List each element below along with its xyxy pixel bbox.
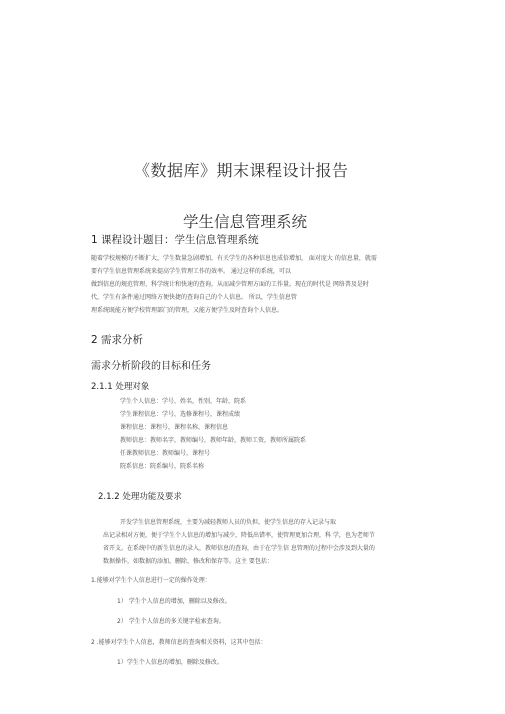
requirement-subitem: 1） 学生个人信息的增加，删除以及修改。 (117, 598, 231, 605)
paragraph-line: 理系统既能方便学校管理部门的管理，又能方便学生及时查询个人信息。 (91, 307, 284, 314)
requirement-subitem: 2） 学生个人信息的多关键字检索查询。 (117, 618, 225, 625)
list-item: 教师信息：教师名字，教师编号，教师年龄，教师工资，教师所属院系 (120, 437, 307, 444)
list-item: 学生个人信息：学号，姓名，性别，年龄，院系 (120, 398, 247, 405)
requirement-item: 1.能够对学生个人信息进行一定的操作处理： (91, 577, 211, 584)
section-2-1-2-paragraph (91, 519, 375, 566)
requirement-item: 2 .能够对学生个人信息，教师信息的查询相关资料，这其中包括： (91, 639, 267, 646)
section-2-heading: 2 需求分析 (91, 334, 144, 346)
object-list (120, 396, 306, 474)
paragraph-line: 做到信息的规范管理、科学统计和快速的查询，从而减少管理方面的工作量。现在的时代是 网络普及是时 (91, 281, 369, 288)
list-item: 学生课程信息：学号，选修课程号，课程成绩 (120, 411, 241, 418)
section-1-paragraph (91, 255, 377, 315)
paragraph-line: 要有学生信息管理系统来提高学生管理工作的效率。 通过这样的系统，可以 (91, 268, 291, 275)
requirement-subitem: 1）学生个人信息的增加，删除及修改。 (117, 659, 223, 666)
list-item: 院系信息：院系编号，院系名称 (120, 463, 205, 470)
list-item: 课程信息：课程号，课程名称，课程信息 (120, 424, 229, 431)
paragraph-line: 出记录相对方便，便于学生个人信息的增加与减少，降低出错率，使管理更加合理，科 学，也为老师节 (103, 532, 375, 539)
paragraph-line: 省开支。在系统中的新生信息的录入，教师信息的查询，由于在学生信 息管理的过程中会涉及到大量的 (103, 545, 375, 552)
section-2-1-1-heading: 2.1.1 处理对象 (91, 382, 150, 392)
paragraph-line: 数据操作，如数据的添加，删除，修改和保存等。这主 要包括： (103, 558, 273, 565)
paragraph-line: 开发学生信息管理系统，主要为减轻教师人员的负担，使学生信息的存入记录与取 (120, 519, 337, 526)
list-item: 任课教师信息：教师编号，课程号 (120, 450, 211, 457)
section-2-1-2-heading: 2.1.2 处理功能及要求 (98, 492, 182, 502)
section-2-subheading: 需求分析阶段的目标和任务 (91, 361, 211, 372)
document-title: 《数据库》期末课程设计报告 (134, 161, 349, 180)
paragraph-line: 随着学校规模的不断扩大，学生数量急剧增加，有关学生的各种信息也成倍增加， 面对庞大 的信息量，就需 (91, 255, 377, 262)
system-title: 学生信息管理系统 (183, 213, 308, 231)
section-1-heading: 1 课程设计题目：学生信息管理系统 (91, 234, 259, 246)
paragraph-line: 代，学生有条件通过网络方便快捷的查询自己的个人信息。 所以，学生信息管 (91, 294, 297, 301)
